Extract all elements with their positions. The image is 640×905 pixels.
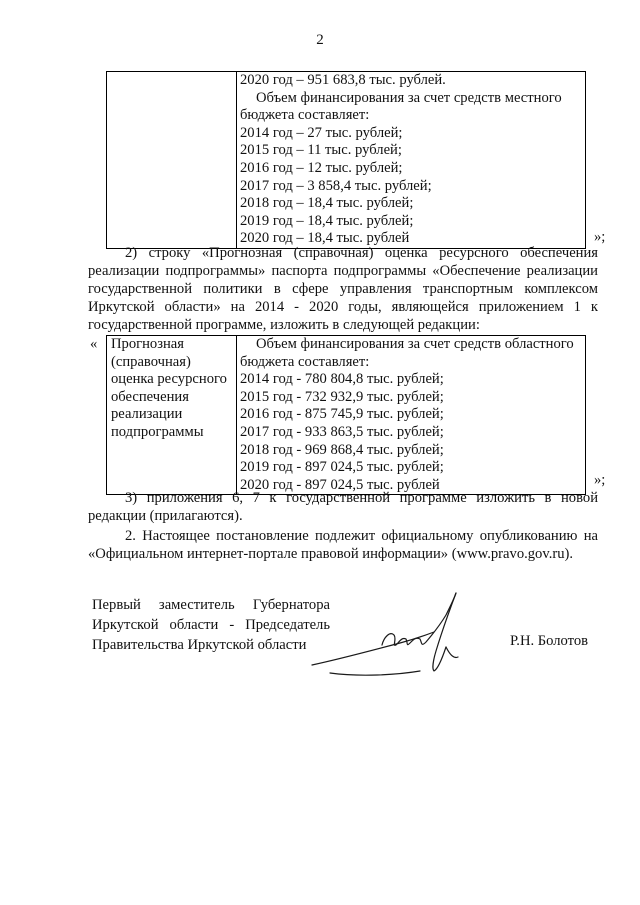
table1-line: 2019 год – 18,4 тыс. рублей; [240, 212, 414, 229]
table2-opening-quote: « [90, 336, 98, 352]
table2-left-line: Прогнозная [111, 336, 184, 352]
table1-line: 2016 год – 12 тыс. рублей; [240, 159, 403, 176]
table2-right-line: 2015 год - 732 932,9 тыс. рублей; [240, 388, 444, 405]
table2-right-line: 2018 год - 969 868,4 тыс. рублей; [240, 441, 444, 458]
table2-right-cell [237, 336, 586, 495]
table1-line: Объем финансирования за счет средств местного [256, 89, 562, 106]
signatory-position [92, 595, 330, 655]
paragraph-line: «Официальном интернет-портале правовой информации» (www.pravo.gov.ru). [88, 546, 574, 562]
paragraph-line: реализации подпрограммы» паспорта подпрограммы «Обеспечение реализации [88, 263, 598, 279]
paragraph-line: Иркутской области» на 2014 - 2020 годы, являющейся приложением 1 к [88, 299, 598, 315]
table2-right-line: Объем финансирования за счет средств областного [256, 336, 574, 352]
table1-closing-quote: »; [594, 229, 606, 245]
table1-line: 2018 год – 18,4 тыс. рублей; [240, 195, 414, 212]
table2-right-line: 2019 год - 897 024,5 тыс. рублей; [240, 459, 444, 476]
paragraph-line: редакции (прилагаются). [88, 508, 243, 524]
table1-line: 2020 год – 18,4 тыс. рублей [240, 230, 410, 247]
paragraph-line: 2. Настоящее постановление подлежит официальному опубликованию на [125, 528, 598, 544]
position-line: Первый заместитель Губернатора [92, 597, 330, 613]
position-line: Иркутской области - Председатель [92, 617, 330, 633]
table2-left-line: обеспечения [111, 388, 189, 405]
position-line: Правительства Иркутской области [92, 637, 307, 653]
table1-line: 2020 год – 951 683,8 тыс. рублей. [240, 72, 446, 88]
table1-line: бюджета составляет: [240, 107, 370, 124]
table2-right-line: 2017 год - 933 863,5 тыс. рублей; [240, 423, 444, 440]
paragraph-line: 3) приложения 6, 7 к государственной программе изложить в новой [125, 490, 598, 506]
table2-right-line: 2014 год - 780 804,8 тыс. рублей; [240, 371, 444, 388]
table2-left-line: подпрограммы [111, 423, 204, 440]
paragraph-line: 2) строку «Прогнозная (справочная) оценка ресурсного обеспечения [125, 245, 598, 261]
table1-right-cell [237, 72, 586, 249]
table2-right-line: бюджета составляет: [240, 353, 370, 370]
table1-line: 2017 год – 3 858,4 тыс. рублей; [240, 177, 432, 194]
table2-left-line: (справочная) [111, 353, 191, 370]
table2-right-line: 2020 год - 897 024,5 тыс. рублей [240, 476, 440, 493]
table2-closing-quote: »; [594, 472, 606, 488]
handwritten-signature [300, 585, 490, 685]
resource-estimate-table [106, 335, 586, 495]
table1-left-cell [107, 72, 237, 249]
signatory-name: Р.Н. Болотов [510, 633, 589, 649]
table2-left-line: оценка ресурсного [111, 371, 227, 388]
table2-right-line: 2016 год - 875 745,9 тыс. рублей; [240, 406, 444, 423]
page-number: 2 [316, 32, 324, 48]
table2-left-cell [107, 336, 237, 495]
table2-left-line: реализации [111, 406, 183, 423]
table1-line: 2014 год – 27 тыс. рублей; [240, 124, 403, 141]
paragraph-line: государственной программе, изложить в следующей редакции: [88, 317, 480, 333]
table1-line: 2015 год – 11 тыс. рублей; [240, 142, 402, 159]
paragraph-line: государственной политики в сфере управления транспортным комплексом [88, 281, 598, 297]
funding-table-continued [106, 71, 586, 249]
